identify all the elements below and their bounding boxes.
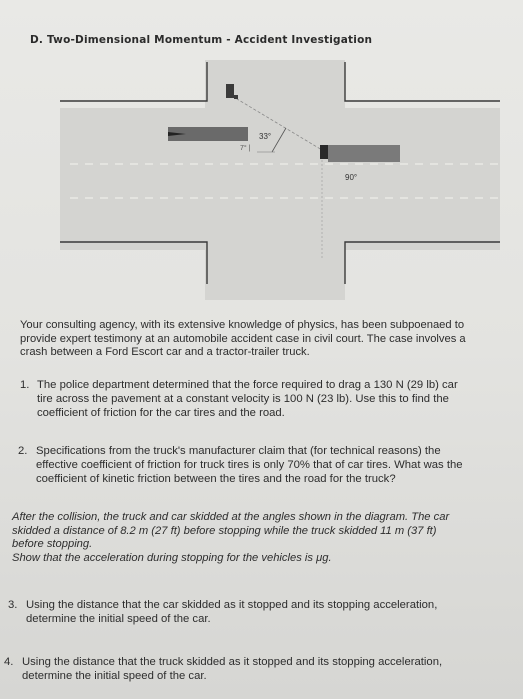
after-line: skidded a distance of 8.2 m (27 ft) before stopping while the truck skidded 11 m (37 ft) [12, 524, 437, 537]
angle-label-truck: 90° [345, 173, 358, 182]
question-line: coefficient of friction for the car tires and the road. [37, 407, 285, 419]
question-line: tire across the pavement at a constant velocity is 100 N (23 lb). Use this to find the [37, 393, 449, 405]
question-line: Specifications from the truck's manufacturer claim that (for technical reasons) the [36, 445, 441, 457]
section-heading: D. Two-Dimensional Momentum - Accident Investigation [30, 34, 373, 46]
question-number: 2. [18, 445, 28, 457]
show-that-line: Show that the acceleration during stopping for the vehicles is μg. [12, 551, 332, 564]
angle-label-car: 33° [259, 132, 272, 141]
question-line: coefficient of kinetic friction between the tires and the road for the truck? [36, 473, 396, 485]
angle-label-car-lower: 7° | [240, 145, 251, 152]
intro-line: Your consulting agency, with its extensive knowledge of physics, has been subpoenaed to [20, 319, 465, 331]
after-collision-paragraph [12, 511, 512, 565]
after-line: before stopping. [12, 538, 93, 551]
upper-right-curb [345, 62, 500, 101]
question-line: Using the distance that the car skidded as it stopped and its stopping acceleration, [26, 599, 438, 611]
after-line: After the collision, the truck and car skidded at the angles shown in the diagram. The car [12, 511, 450, 523]
intersection-diagram [0, 0, 523, 300]
question-line: Using the distance that the truck skidded as it stopped and its stopping acceleration, [22, 656, 443, 668]
question-number: 3. [8, 599, 18, 611]
intro-line: crash between a Ford Escort car and a tractor-trailer truck. [20, 346, 310, 359]
intro-line: provide expert testimony at an automobile accident case in civil court. The case involves a [20, 332, 466, 345]
question-line: The police department determined that the force required to drag a 130 N (29 lb) car [37, 379, 458, 391]
car-mark [234, 95, 238, 99]
question-line: determine the initial speed of the car. [26, 613, 211, 625]
truck-cab [320, 145, 328, 159]
question-number: 1. [20, 379, 30, 391]
question-line: determine the initial speed of the car. [22, 670, 207, 682]
question-line: effective coefficient of friction for truck tires is only 70% that of car tires. What was the [36, 459, 463, 471]
upper-left-curb [60, 62, 207, 101]
question-number: 4. [4, 656, 14, 668]
truck-trailer [328, 145, 400, 162]
car-shape [226, 84, 234, 98]
intro-paragraph [20, 319, 510, 360]
